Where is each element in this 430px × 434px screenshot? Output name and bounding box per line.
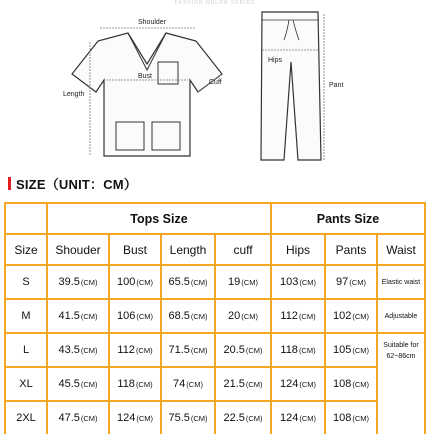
pants-size-header: Pants Size: [272, 204, 424, 233]
hips-cell: 124 (CM): [272, 402, 324, 434]
waist-note-adjustable: Adjustable: [378, 300, 424, 332]
pants-cell: 102 (CM): [326, 300, 376, 332]
length-cell: 71.5 (CM): [162, 334, 214, 366]
cuff-cell: 21.5 (CM): [216, 368, 270, 400]
shoulder-cell: 45.5 (CM): [48, 368, 108, 400]
col-cuff: cuff: [216, 235, 270, 264]
pants-cell: 105 (CM): [326, 334, 376, 366]
length-cell: 75.5 (CM): [162, 402, 214, 434]
row-size: XL: [6, 368, 46, 400]
hips-cell: 103 (CM): [272, 266, 324, 298]
col-shoulder: Shouder: [48, 235, 108, 264]
tops-size-header: Tops Size: [48, 204, 270, 233]
blank-header-cell: [6, 204, 46, 233]
row-size: 2XL: [6, 402, 46, 434]
pant-label: Pant: [329, 82, 344, 89]
pants-cell: 108 (CM): [326, 402, 376, 434]
pants-outline: [261, 12, 321, 160]
garment-diagram: [0, 0, 430, 162]
shirt-outline: [72, 33, 222, 156]
length-cell: 65.5 (CM): [162, 266, 214, 298]
bust-cell: 118 (CM): [110, 368, 160, 400]
col-size: Size: [6, 235, 46, 264]
hips-cell: 112 (CM): [272, 300, 324, 332]
cuff-cell: 20.5 (CM): [216, 334, 270, 366]
bust-cell: 112 (CM): [110, 334, 160, 366]
accent-bar: [8, 177, 11, 190]
row-size: L: [6, 334, 46, 366]
bust-label: Bust: [138, 73, 153, 80]
size-heading: [8, 172, 137, 194]
shoulder-cell: 47.5 (CM): [48, 402, 108, 434]
size-table: [4, 202, 426, 434]
cuff-cell: 22.5 (CM): [216, 402, 270, 434]
cuff-cell: 19 (CM): [216, 266, 270, 298]
hips-label: Hips: [268, 57, 283, 64]
col-waist: Waist: [378, 235, 424, 264]
col-length: Length: [162, 235, 214, 264]
pants-cell: 108 (CM): [326, 368, 376, 400]
pants-cell: 97 (CM): [326, 266, 376, 298]
row-size: M: [6, 300, 46, 332]
brand-text: FASHION NULON SERIES: [174, 0, 256, 6]
waist-note-elastic: Elastic waist: [378, 266, 424, 298]
hips-cell: 118 (CM): [272, 334, 324, 366]
length-label: Length: [63, 91, 85, 98]
hips-cell: 124 (CM): [272, 368, 324, 400]
length-cell: 68.5 (CM): [162, 300, 214, 332]
col-bust: Bust: [110, 235, 160, 264]
bust-cell: 100 (CM): [110, 266, 160, 298]
col-pants: Pants: [326, 235, 376, 264]
shoulder-label: Shoulder: [138, 19, 167, 26]
col-hips: Hips: [272, 235, 324, 264]
cuff-label: Cuff: [209, 79, 222, 86]
shoulder-cell: 43.5 (CM): [48, 334, 108, 366]
bust-cell: 106 (CM): [110, 300, 160, 332]
waist-note-range: Suitable for 62~86cm: [378, 334, 424, 434]
bust-cell: 124 (CM): [110, 402, 160, 434]
row-size: S: [6, 266, 46, 298]
shoulder-cell: 39.5 (CM): [48, 266, 108, 298]
length-cell: 74 (CM): [162, 368, 214, 400]
shoulder-cell: 41.5 (CM): [48, 300, 108, 332]
size-heading-text: SIZE（UNIT：CM）: [16, 176, 138, 192]
cuff-cell: 20 (CM): [216, 300, 270, 332]
